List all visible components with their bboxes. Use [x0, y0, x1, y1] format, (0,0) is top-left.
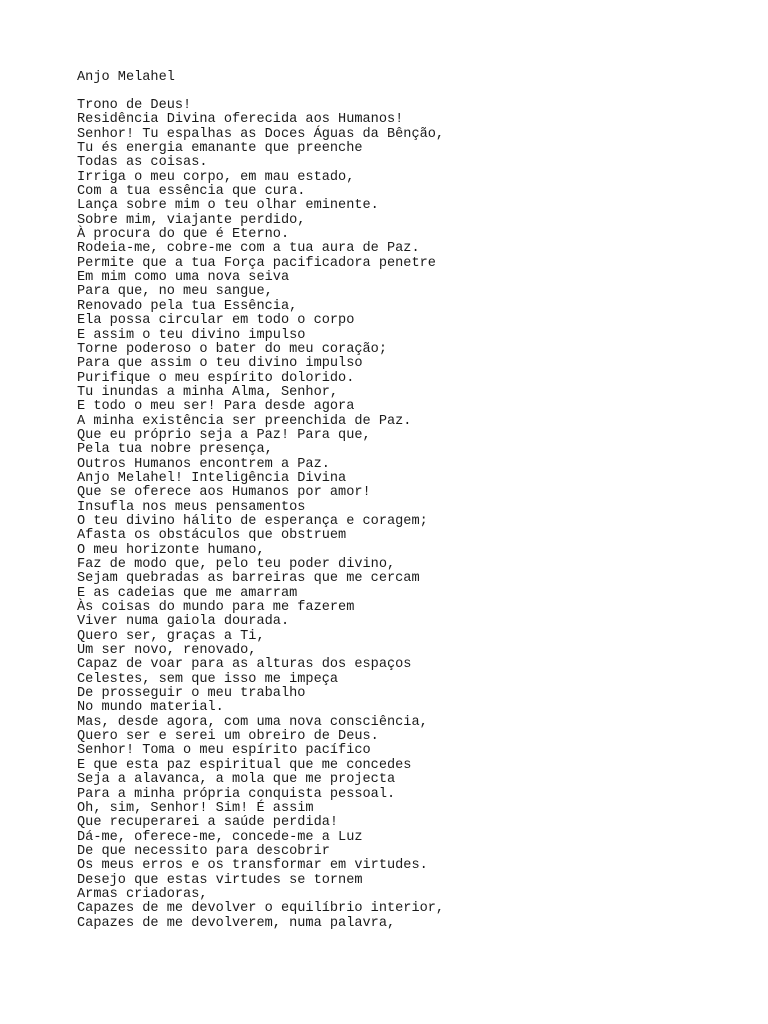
poem-line: Torne poderoso o bater do meu coração;: [77, 341, 387, 357]
poem-line: Senhor! Toma o meu espírito pacífico: [77, 743, 371, 759]
poem-line: Com a tua essência que cura.: [77, 184, 306, 200]
poem-line: Irriga o meu corpo, em mau estado,: [77, 169, 355, 185]
poem-line: Desejo que estas virtudes se tornem: [77, 872, 363, 888]
poem-line: Às coisas do mundo para me fazerem: [77, 600, 355, 616]
poem-line: Que recuperarei a saúde perdida!: [77, 815, 339, 831]
poem-line: O meu horizonte humano,: [77, 542, 265, 558]
poem-line: Quero ser, graças a Ti,: [77, 628, 265, 644]
poem-line: E assim o teu divino impulso: [77, 327, 306, 343]
poem-line: Sobre mim, viajante perdido,: [77, 212, 306, 228]
poem-line: Trono de Deus!: [77, 98, 192, 113]
poem-line: Purifique o meu espírito dolorido.: [77, 370, 355, 386]
poem-line: No mundo material.: [77, 700, 224, 716]
poem-line: Para que assim o teu divino impulso: [77, 356, 363, 372]
poem-body: [77, 99, 444, 931]
poem-line: E as cadeias que me amarram: [77, 585, 298, 601]
poem-line: De prosseguir o meu trabalho: [77, 686, 306, 702]
poem-line: Lança sobre mim o teu olhar eminente.: [77, 198, 379, 214]
poem-line: Permite que a tua Força pacificadora penetre: [77, 255, 436, 271]
poem-line: Para que, no meu sangue,: [77, 284, 273, 300]
poem-line: Os meus erros e os transformar em virtudes.: [77, 858, 428, 874]
poem-line: Tu és energia emanante que preenche: [77, 141, 363, 157]
poem-line: À procura do que é Eterno.: [77, 227, 290, 243]
poem-line: Residência Divina oferecida aos Humanos!: [77, 112, 404, 128]
poem-line: Ela possa circular em todo o corpo: [77, 313, 355, 329]
poem-line: Viver numa gaiola dourada.: [77, 614, 290, 630]
poem-line: Armas criadoras,: [77, 886, 208, 902]
poem-line: Pela tua nobre presença,: [77, 442, 273, 458]
page-title: Anjo Melahel: [77, 70, 175, 85]
poem-line: O teu divino hálito de esperança e coragem;: [77, 513, 428, 529]
poem-line: Senhor! Tu espalhas as Doces Águas da Bênção,: [77, 126, 445, 142]
poem-line: Todas as coisas.: [77, 155, 208, 171]
poem-line: Dá-me, oferece-me, concede-me a Luz: [77, 829, 363, 845]
poem-line: Rodeia-me, cobre-me com a tua aura de Paz.: [77, 241, 420, 257]
poem-line: E todo o meu ser! Para desde agora: [77, 399, 355, 415]
poem-line: Mas, desde agora, com uma nova consciência,: [77, 714, 428, 730]
poem-line: E que esta paz espiritual que me concedes: [77, 757, 412, 773]
poem-line: Capazes de me devolver o equilíbrio interior,: [77, 901, 445, 917]
poem-line: De que necessito para descobrir: [77, 843, 330, 859]
poem-line: Outros Humanos encontrem a Paz.: [77, 456, 330, 472]
poem-line: Faz de modo que, pelo teu poder divino,: [77, 557, 396, 572]
poem-line: Afasta os obstáculos que obstruem: [77, 528, 347, 544]
poem-line: Celestes, sem que isso me impeça: [77, 671, 339, 687]
poem-line: Tu inundas a minha Alma, Senhor,: [77, 384, 339, 400]
poem-line: Sejam quebradas as barreiras que me cercam: [77, 571, 420, 587]
poem-line: Oh, sim, Senhor! Sim! É assim: [77, 800, 314, 816]
poem-line: Anjo Melahel! Inteligência Divina: [77, 470, 347, 486]
poem-line: Em mim como uma nova seiva: [77, 270, 290, 286]
poem-line: Seja a alavanca, a mola que me projecta: [77, 772, 396, 788]
poem-line: Para a minha própria conquista pessoal.: [77, 786, 396, 802]
poem-line: Um ser novo, renovado,: [77, 643, 257, 659]
poem-line: Que eu próprio seja a Paz! Para que,: [77, 427, 371, 443]
poem-line: Insufla nos meus pensamentos: [77, 499, 306, 515]
poem-line: Quero ser e serei um obreiro de Deus.: [77, 729, 379, 745]
poem-line: A minha existência ser preenchida de Paz.: [77, 413, 412, 429]
poem-line: Capazes de me devolverem, numa palavra,: [77, 915, 396, 931]
poem-line: Renovado pela tua Essência,: [77, 298, 298, 314]
poem-line: Capaz de voar para as alturas dos espaços: [77, 657, 412, 673]
poem-line: Que se oferece aos Humanos por amor!: [77, 485, 371, 501]
